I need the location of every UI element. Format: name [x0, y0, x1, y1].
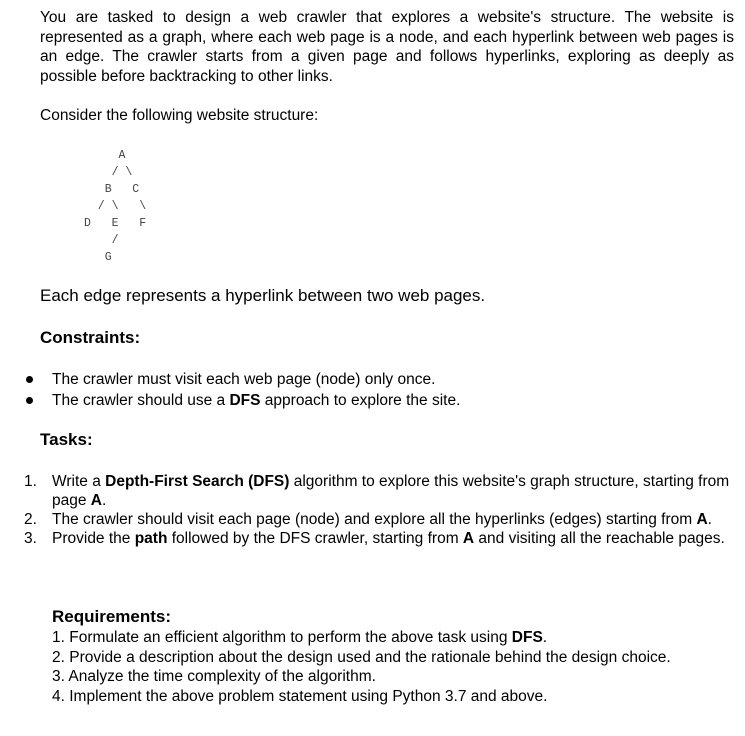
task-bold: A [696, 511, 708, 528]
constraint-text: approach to explore the site. [260, 392, 461, 409]
requirement-bold: DFS [511, 629, 543, 646]
list-item [22, 472, 734, 510]
intro-paragraph: You are tasked to design a web crawler that explores a website's structure. The website is represented as a graph, where each web page is a node, and each hyperlink between web pages is an edge. The crawler starts from a given page and follows hyperlinks, exploring as deeply as possible before backtracking to other links. [40, 9, 734, 85]
bullet-icon [26, 376, 33, 383]
tree-line: / [84, 234, 119, 247]
requirements-heading: Requirements: [52, 607, 172, 626]
list-item [52, 628, 742, 648]
tree-line: B C [84, 183, 140, 196]
edge-note: Each edge represents a hyperlink between two web pages. [40, 286, 486, 305]
task-bold: path [134, 530, 168, 547]
list-item [22, 390, 722, 411]
tasks-list [22, 472, 734, 548]
task-bold: A [462, 530, 475, 547]
tree-line: A [84, 149, 126, 162]
task-text: and visiting all the reachable pages. [474, 530, 725, 547]
task-text: . [707, 511, 712, 528]
task-text: . [102, 492, 107, 509]
task-text: followed by the DFS crawler, starting from [167, 530, 463, 547]
requirements-section [52, 606, 742, 706]
constraints-heading: Constraints: [40, 328, 141, 347]
tree-line: D E F [84, 217, 147, 230]
constraints-list [22, 369, 722, 411]
task-number: 1. [24, 473, 37, 490]
task-text: Provide the [52, 530, 135, 547]
list-item: 4. Implement the above problem statement using Python 3.7 and above. [52, 687, 548, 705]
constraint-text: The crawler should use a [52, 392, 230, 409]
task-number: 2. [24, 511, 37, 528]
task-number: 3. [24, 530, 37, 547]
requirement-text: . [542, 629, 548, 646]
list-item [22, 510, 734, 529]
structure-intro: Consider the following website structure: [40, 107, 319, 124]
task-text: Write a [52, 473, 106, 490]
website-tree-diagram [84, 147, 146, 266]
constraint-text: The crawler must visit each web page (node) only once. [52, 371, 436, 388]
bullet-icon [26, 397, 33, 404]
list-item: 2. Provide a description about the design used and the rationale behind the design choice. [52, 648, 671, 666]
task-text: The crawler should visit each page (node) and explore all the hyperlinks (edges) starting from [52, 511, 697, 528]
tree-line: G [84, 251, 112, 264]
constraint-bold: DFS [229, 392, 261, 409]
task-text: algorithm to explore this website's graph structure, starting from page [52, 473, 730, 509]
list-item [22, 369, 722, 390]
tree-line: / \ \ [84, 200, 147, 213]
list-item: 3. Analyze the time complexity of the algorithm. [52, 668, 376, 685]
list-item [22, 529, 734, 548]
task-bold: Depth-First Search (DFS) [105, 473, 290, 490]
tasks-heading: Tasks: [40, 430, 93, 449]
tree-line: / \ [84, 166, 133, 179]
requirements-list [52, 628, 742, 706]
requirement-text: 1. Formulate an efficient algorithm to perform the above task using [52, 629, 512, 646]
task-bold: A [90, 492, 102, 509]
